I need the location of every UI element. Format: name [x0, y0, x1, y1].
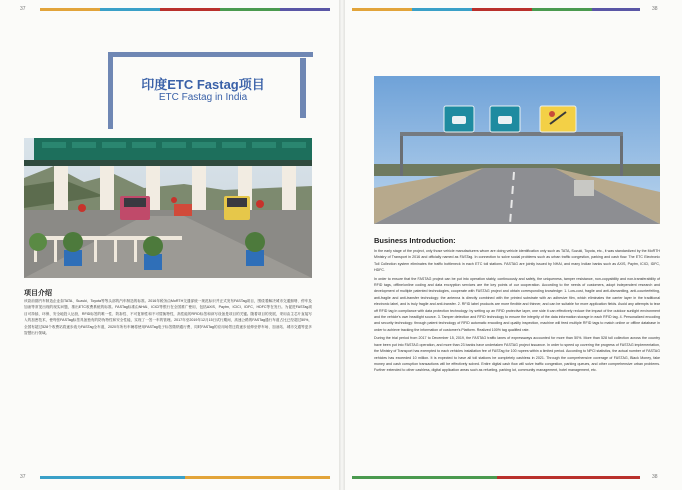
page-number-right-bottom: 38 — [652, 474, 658, 480]
page-number-right: 38 — [652, 6, 658, 12]
section-heading-cn: 项目介绍 — [24, 290, 52, 297]
page-number-left: 37 — [20, 6, 26, 12]
body-text-en — [374, 248, 660, 468]
body-paragraph: During the trial period from 2017 to December 15, 2019, the FASTAG traffic lanes of expressways accounted for more than 50%. More than 528 toll collection across the country have been put into FASTAG operation, and more than 23 banks have undertaken FASTAG project issuance. In order to speed up covering the progress of FASTAG implementation, the Ministry of Transport has exempted to each vehicles installation fee of FASTag for 100 rupees within a limited period. According to NPCI statistics, the actual number of FASTAG vehicles has exceeded 10 million. It is expected to have all toll stations be completely cashless in 2021. Through the comprehensive coverage of FASTAG, Black Money, fake money and cash corruption transactions will be effectively solved. Entire digital cash flow will solve traffic congestion, parking queues, and other comprehensive urban problems. Further extended to other cashless, digital application areas such as refueling, parking lot, community management, hotel management, etc. — [374, 336, 660, 373]
body-paragraph: In order to ensure that the FASTAG project can be put into operation stably, continuously and safely, the uniqueness, tamper resistance, non-copyability and non-transferability of RFID tags, offline/online coding and data encryption services are the key points of our cooperation. According to the needs of customers, adopt independent research and development of multiple patented technologies, cooperate with FASTAG project and obtain corresponding knowledge: 1. Low-cost, fragile and anti-dismantling, anti-counterfeiting, anti-fragile and anti-transfer technology: the antenna is directly combined with the printed substrate with an adhesive film, which eliminates the carrier layer in the traditional electronic label, and is truly fragile and anti-transfer. 2. RFID label products are more flexible and thinner, and can be suitable for more application fields. Avoid any attempts to tear off RFID tag in compliance with data protection technology: by setting up an RFID protective layer, one side it can effectively reduce the impact of the outdoor sunlight environment and the vehicle's own headlight source. 3. Tamper detection and RFID technology to ensure the integrity of the data information storage in each RFID tag. 4. Personalized encoding and security technology: through patent technology of RFID automatic encoding and quality inspection, machine will feed multiple RFID tags to match online or offline database in order to achieve tracking the information of customer's Platform. Realized 100% tag qualified rate. — [374, 276, 660, 332]
title-frame-right-bar — [300, 58, 306, 118]
toll-plaza-photo — [24, 138, 312, 278]
spine-gutter — [339, 0, 345, 490]
etc-gantry-photo — [374, 76, 660, 224]
page-title-en: ETC Fastag in India — [158, 92, 248, 103]
body-text-cn: 该款前期汽车制造企业如TATA、Suzuki、Toyota等等头部的汽车制造的标准。2016年税务由MoRTH交通部统一规范标识并正式发布FASTag项目，围绕着解决城市交通拥堵、停车及加油等常见出现的现实问题，推出ETC收费系统的标准。FASTag标准由NHAI、ICICI等银行在全国推广使用，包括AXIS、Paytm、ICICI、IDFC、HDFC等在发行。为促进FASTag项目可持续、环保、安全地投入运营，RFID标签的唯一性、防拆性、不可复制性和不可替换特性，高性能的RFID标签和读写设备是项目的关键。随着项目的发展，采用由主芯片直接写入的加密技术，使每张FASTag标签具备独有的防伪特性和安全性能，实现了一签一车的管理。2017年至2019年12月15日试行期间，高速公路的FASTag通行车道占比已经超过50%，全国有超过528个收费站将逐步改为FASTag全车道，2020年所有车辆将使用FASTag电子标签缴纳通行费，同时FASTag的应用场景还将逐步延伸至停车场、加油站、城市交通等更多智慧出行领域。 — [24, 299, 312, 336]
page-title-cn: 印度ETC Fastag项目 — [141, 77, 265, 92]
page-number-left-bottom: 37 — [20, 474, 26, 480]
section-heading-en: Business Introduction: — [374, 236, 456, 245]
body-paragraph: In the early stage of the project, only those vehicle manufacturers whom are doing vehicle identification only such as TATA, Suzuki, Toyota, etc., it was standardized by the MoRTH Ministry of Transport in 2016 and officially named as FASTag. In connection to solve social problems such as urban traffic congestion, parking and cash flow. The ETC Electronic Toll Collection system eliminates the traffic bottleneck in each ETC toll stations. FASTAG are jointly issued by NHAI, and many Indian banks such as AXIS, Paytm, ICICI, IDFC, HDFC. — [374, 249, 660, 273]
